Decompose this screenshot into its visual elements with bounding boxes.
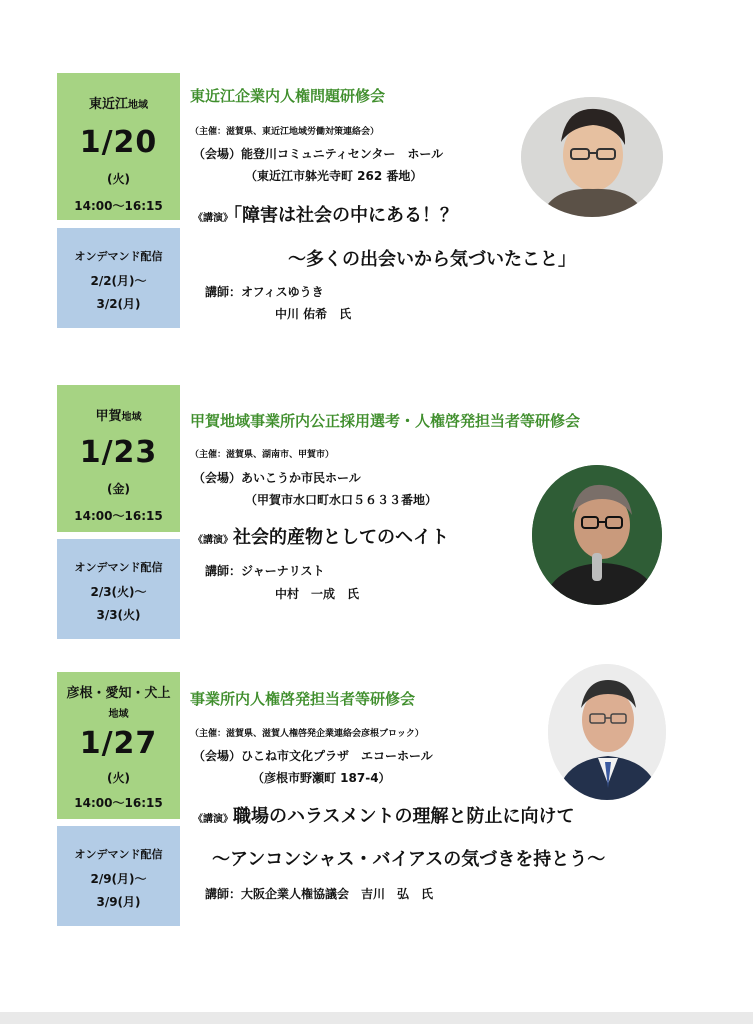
event-1-ondemand-from: 2/2(月)～ bbox=[90, 274, 147, 288]
event-2-dow: (金) bbox=[107, 482, 130, 496]
event-2-lecture-title: 社会的産物としてのヘイト bbox=[233, 527, 449, 548]
event-3-ondemand-box bbox=[57, 826, 180, 926]
event-1-ondemand-box bbox=[57, 228, 180, 328]
event-2-lecture bbox=[193, 523, 449, 549]
event-3-date: 1/27 bbox=[79, 726, 158, 761]
event-1-ondemand-to: 3/2(月) bbox=[96, 297, 141, 311]
event-2-time: 14:00～16:15 bbox=[74, 509, 163, 523]
event-1-address: （東近江市躰光寺町 262 番地） bbox=[245, 169, 423, 183]
event-3-title: 事業所内人権啓発担当者等研修会 bbox=[190, 690, 416, 708]
event-2-date: 1/23 bbox=[79, 435, 158, 470]
event-1-host: （主催：滋賀県、東近江地域労働対策連絡会） bbox=[190, 127, 380, 137]
event-3-dow: (火) bbox=[107, 771, 130, 785]
event-3-ondemand-title: オンデマンド配信 bbox=[74, 848, 163, 861]
event-1-region: 東近江地域 bbox=[88, 97, 148, 112]
speaker-3-portrait-icon bbox=[548, 664, 666, 800]
speaker-1-portrait-icon bbox=[521, 97, 663, 217]
event-3-venue: （会場）ひこね市文化プラザ エコーホール bbox=[193, 749, 433, 763]
event-3-time: 14:00～16:15 bbox=[74, 796, 163, 810]
event-1-time: 14:00～16:15 bbox=[74, 199, 163, 213]
speaker-2-photo bbox=[532, 465, 662, 605]
event-2-ondemand-to: 3/3(火) bbox=[96, 608, 141, 622]
event-3-teacher-line1: 講師：大阪企業人権協議会 吉川 弘 氏 bbox=[205, 887, 434, 901]
event-1-date-box bbox=[57, 73, 180, 220]
page-bottom-bar bbox=[0, 1012, 753, 1024]
event-1-lecture-title: 「障害は社会の中にある！？ bbox=[233, 205, 458, 226]
event-1-teacher-line1: 講師：オフィスゆうき bbox=[205, 285, 324, 299]
event-1-lecture-label: 《講演》 bbox=[193, 213, 233, 224]
event-2-title: 甲賀地域事業所内公正採用選考・人権啓発担当者等研修会 bbox=[190, 412, 581, 430]
speaker-1-photo bbox=[521, 97, 663, 217]
event-2-date-box bbox=[57, 385, 180, 532]
event-1-ondemand-title: オンデマンド配信 bbox=[74, 250, 163, 263]
event-3-region: 彦根・愛知・犬上 地域 bbox=[66, 686, 171, 720]
event-3-date-box bbox=[57, 672, 180, 819]
event-2-host: （主催：滋賀県、湖南市、甲賀市） bbox=[190, 450, 335, 460]
event-1-venue: （会場）能登川コミュニティセンター ホール bbox=[193, 147, 444, 161]
event-2-ondemand-from: 2/3(火)～ bbox=[90, 585, 147, 599]
event-2-address: （甲賀市水口町水口５６３３番地） bbox=[245, 493, 438, 507]
event-1-date: 1/20 bbox=[79, 125, 158, 160]
event-3-ondemand-from: 2/9(月)～ bbox=[90, 872, 147, 886]
event-2-teacher-line2: 中村 一成 氏 bbox=[275, 587, 360, 601]
speaker-2-portrait-icon bbox=[532, 465, 662, 605]
event-1-lecture-sub: ～多くの出会いから気づいたこと」 bbox=[288, 249, 576, 270]
event-3-lecture-label: 《講演》 bbox=[193, 814, 233, 825]
event-2-region: 甲賀地域 bbox=[95, 409, 142, 424]
event-2-teacher-line1: 講師：ジャーナリスト bbox=[205, 564, 325, 578]
event-3-ondemand-to: 3/9(月) bbox=[96, 895, 141, 909]
speaker-3-photo bbox=[548, 664, 666, 800]
event-2-ondemand-box bbox=[57, 539, 180, 639]
event-3-lecture-title: 職場のハラスメントの理解と防止に向けて bbox=[233, 806, 575, 827]
event-3-host: （主催：滋賀県、滋賀人権啓発企業連絡会彦根ブロック） bbox=[190, 729, 424, 739]
event-3-lecture bbox=[193, 802, 574, 828]
event-1-dow: (火) bbox=[107, 172, 130, 186]
event-1-lecture bbox=[193, 201, 458, 227]
event-3-lecture-sub: ～アンコンシャス・バイアスの気づきを持とう～ bbox=[212, 849, 606, 870]
event-3-address: （彦根市野瀬町 187-4） bbox=[252, 771, 391, 785]
event-2-ondemand-title: オンデマンド配信 bbox=[74, 561, 163, 574]
event-1-title: 東近江企業内人権問題研修会 bbox=[190, 87, 386, 105]
event-1-teacher-line2: 中川 佑希 氏 bbox=[275, 307, 352, 321]
event-2-lecture-label: 《講演》 bbox=[193, 535, 233, 546]
event-2-venue: （会場）あいこうか市民ホール bbox=[193, 471, 361, 485]
